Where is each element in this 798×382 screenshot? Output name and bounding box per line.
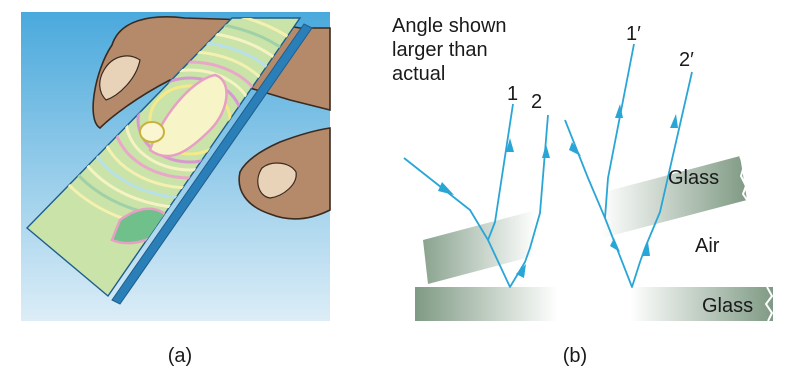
panel-b <box>392 15 773 321</box>
label-glass-bottom: Glass <box>702 295 754 317</box>
label-air: Air <box>695 235 720 257</box>
note-line-1: Angle shown <box>392 15 507 37</box>
arrowhead-r2 <box>542 144 550 158</box>
panel-a <box>21 10 340 321</box>
panel-a-caption: (a) <box>167 345 193 367</box>
arrowhead-r2p <box>670 114 678 128</box>
ray-label-1-prime: 1′ <box>626 23 641 45</box>
note-line-3: actual <box>392 63 446 85</box>
ray-label-2-prime: 2′ <box>679 49 694 71</box>
label-glass-top: Glass <box>668 167 720 189</box>
arrowhead-in-left <box>438 182 454 195</box>
arrowhead-in-right-low <box>610 238 620 252</box>
ray-label-2: 2 <box>531 91 543 113</box>
ray-label-1: 1 <box>507 83 519 105</box>
note-line-2: larger than <box>392 39 488 61</box>
fringe-spot <box>140 122 164 142</box>
panel-b-caption: (b) <box>562 345 588 367</box>
